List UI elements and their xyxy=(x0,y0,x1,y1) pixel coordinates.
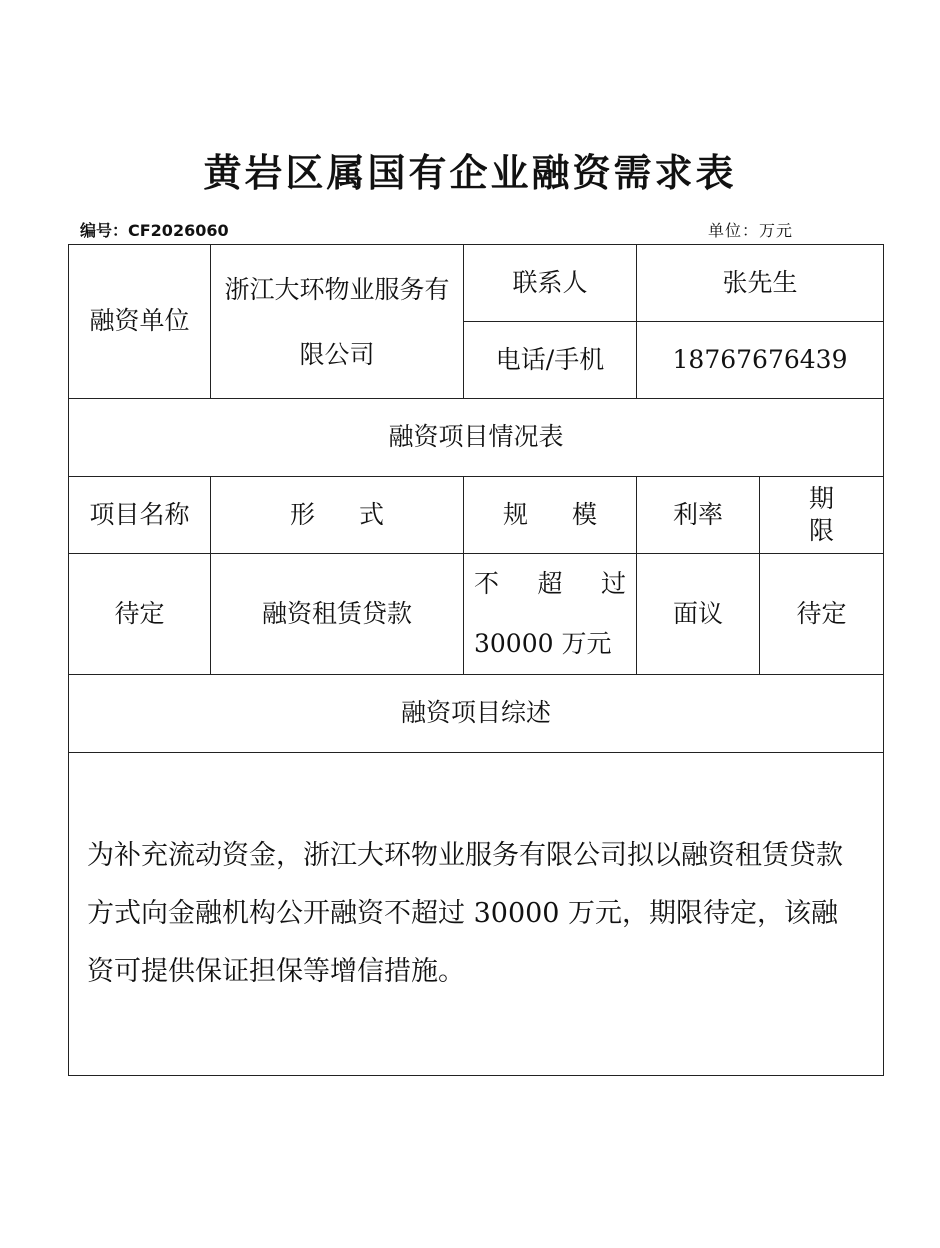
phone-value: 18767676439 xyxy=(637,322,884,399)
project-rate-value: 面议 xyxy=(637,554,760,675)
project-name-value: 待定 xyxy=(69,554,211,675)
financing-form-table xyxy=(68,244,884,1076)
summary-text: 为补充流动资金，浙江大环物业服务有限公司拟以融资租赁贷款方式向金融机构公开融资不超过 30000 万元，期限待定，该融资可提供保证担保等增信措施。 xyxy=(69,753,884,1076)
column-header-project-name: 项目名称 xyxy=(69,477,211,554)
project-scale-line1: 不 超 过 xyxy=(474,569,626,598)
summary-section-title: 融资项目综述 xyxy=(69,675,884,753)
document-title: 黄岩区属国有企业融资需求表 xyxy=(203,151,737,195)
project-term-value: 待定 xyxy=(760,554,884,675)
company-name: 浙江大环物业服务有限公司 xyxy=(211,245,464,399)
column-header-form: 形 式 xyxy=(211,477,464,554)
project-scale-line2: 30000 万元 xyxy=(474,629,612,658)
unit-label: 单位：万元 xyxy=(708,221,794,240)
project-section-title: 融资项目情况表 xyxy=(69,399,884,477)
document-code: 编号：CF2026060 xyxy=(80,221,229,240)
project-scale-value xyxy=(464,554,637,675)
column-header-rate: 利率 xyxy=(637,477,760,554)
financing-unit-label: 融资单位 xyxy=(69,245,211,399)
phone-label: 电话/手机 xyxy=(464,322,637,399)
column-header-scale: 规 模 xyxy=(464,477,637,554)
contact-label: 联系人 xyxy=(464,245,637,322)
column-header-term: 期 限 xyxy=(760,477,884,554)
project-form-value: 融资租赁贷款 xyxy=(211,554,464,675)
contact-value: 张先生 xyxy=(637,245,884,322)
